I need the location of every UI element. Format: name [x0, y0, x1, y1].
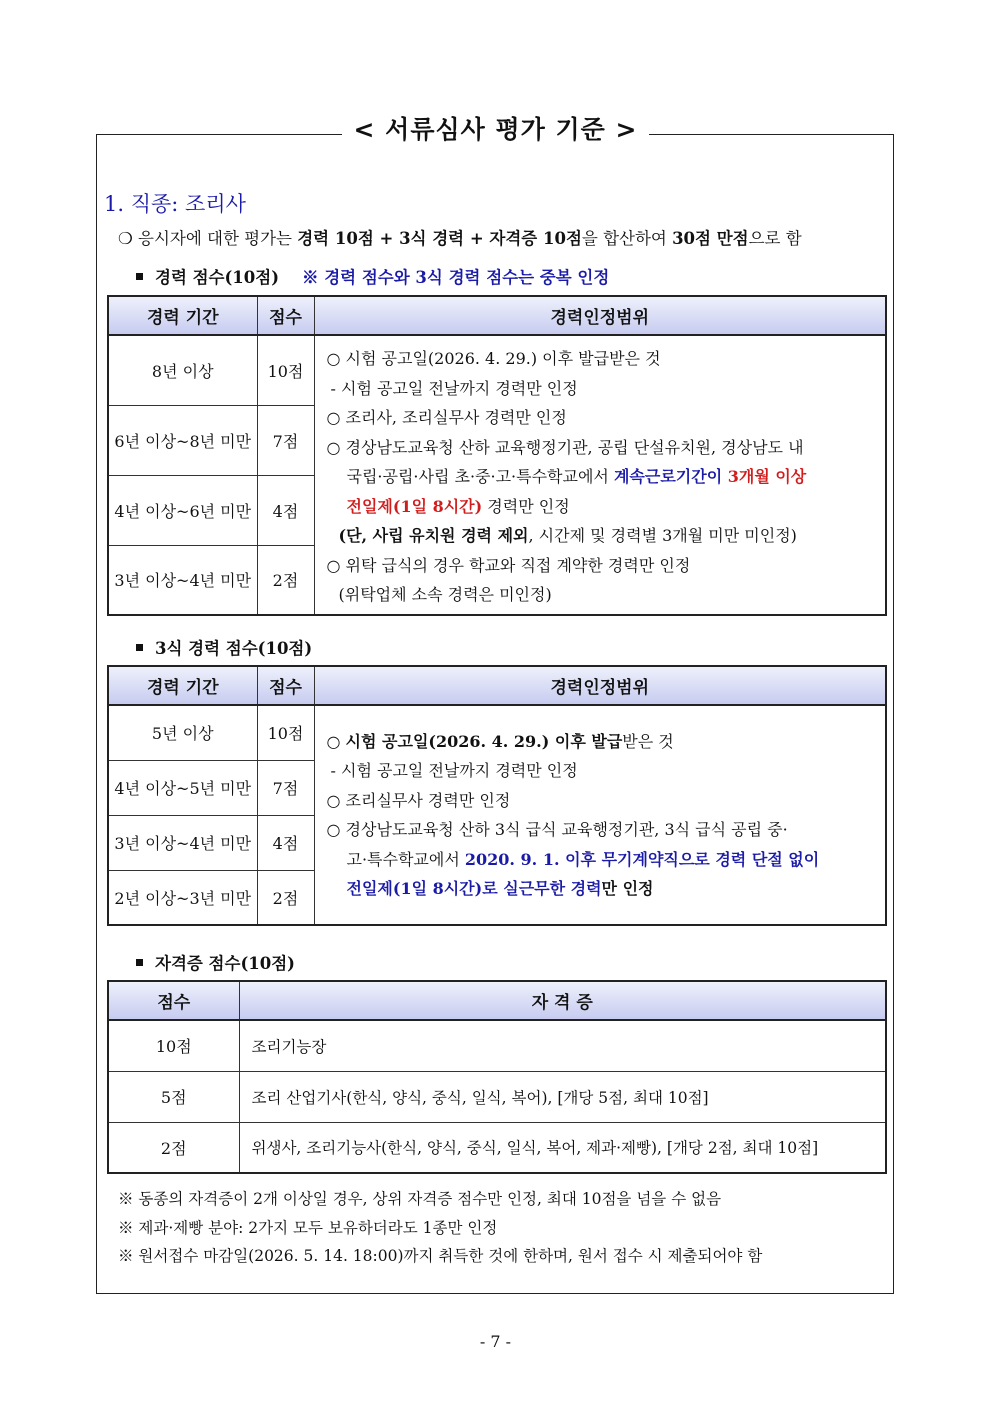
- square-bullet-icon: [136, 959, 143, 966]
- col-header-range: 경력인정범위: [314, 666, 886, 705]
- square-bullet-icon: [136, 644, 143, 651]
- intro-line: ❍ 응시자에 대한 평가는 경력 10점 + 3식 경력 + 자격증 10점을 합산하여 30점 만점으로 함: [118, 229, 802, 248]
- square-bullet-icon: [136, 273, 143, 280]
- career-note: ※ 경력 점수와 3식 경력 점수는 중복 인정: [302, 268, 610, 287]
- cert-table: [107, 980, 887, 1174]
- table-row: 5점 조리 산업기사(한식, 양식, 중식, 일식, 복어), [개당 5점, 최대 10점]: [108, 1071, 886, 1122]
- col-header-period: 경력 기간: [108, 296, 257, 335]
- table-row: 3년 이상~4년 미만 4점: [108, 815, 886, 870]
- meals-heading: 3식 경력 점수(10점): [136, 635, 312, 659]
- meals-table: [107, 665, 887, 926]
- career-table: [107, 295, 887, 616]
- footnotes: [118, 1185, 762, 1271]
- table-row: 4년 이상~6년 미만 4점: [108, 475, 886, 545]
- table-row: 3년 이상~4년 미만 2점: [108, 545, 886, 615]
- section-heading: 1. 직종: 조리사: [104, 192, 246, 216]
- table-row: 10점 조리기능장: [108, 1020, 886, 1071]
- career-range-cell: ○ 시험 공고일(2026. 4. 29.) 이후 발급받은 것 - 시험 공고일 전날까지 경력만 인정 ○ 조리사, 조리실무사 경력만 인정 ○ 경상남도교육청 산하 교육행정기관, 공립 단설유치원, 경상남도 내 국립·공립·사립 초·중·고·특수학교에서 계속근로기간이 3개월 이상 전일제(1일 8시간) 경력만 인정 (단, 사립 유치원 경력 제외, 시간제 및 경력별 3개월 미만 미인정) ○ 위탁 급식의 경우 학교와 직접 계약한 경력만 인정 (위탁업체 소속 경력은 미인정): [314, 335, 886, 615]
- page-title: < 서류심사 평가 기준 >: [0, 110, 991, 146]
- table-row: 2점 위생사, 조리기능사(한식, 양식, 중식, 일식, 복어, 제과·제빵), [개당 2점, 최대 10점]: [108, 1122, 886, 1173]
- table-row: 5년 이상 10점 ○ 시험 공고일(2026. 4. 29.) 이후 발급받은 것 - 시험 공고일 전날까지 경력만 인정 ○ 조리실무사 경력만 인정 ○ 경상남도교육청 산하 3식 급식 교육행정기관, 3식 급식 공립 중· 고·특수학교에서 2020. 9. 1. 이후 무기계약직으로 경력 단절 없이 전일제(1일 8시간)로 실근무한 경력만 인정: [108, 705, 886, 760]
- circle-bullet-icon: ❍: [118, 229, 133, 248]
- table-row: 4년 이상~5년 미만 7점: [108, 760, 886, 815]
- page-number: - 7 -: [479, 1332, 512, 1351]
- footnote: ※ 동종의 자격증이 2개 이상일 경우, 상위 자격증 점수만 인정, 최대 10점을 넘을 수 없음: [118, 1190, 722, 1208]
- table-row: 2년 이상~3년 미만 2점: [108, 870, 886, 925]
- footnote: ※ 제과·제빵 분야: 2가지 모두 보유하더라도 1종만 인정: [118, 1218, 498, 1237]
- cert-heading: 자격증 점수(10점): [136, 950, 295, 974]
- col-header-cert: 자 격 증: [239, 981, 886, 1020]
- col-header-score: 점수: [257, 296, 314, 335]
- col-header-period: 경력 기간: [108, 666, 257, 705]
- career-heading: 경력 점수(10점) ※ 경력 점수와 3식 경력 점수는 중복 인정: [136, 264, 609, 288]
- meals-range-cell: ○ 시험 공고일(2026. 4. 29.) 이후 발급받은 것 - 시험 공고일 전날까지 경력만 인정 ○ 조리실무사 경력만 인정 ○ 경상남도교육청 산하 3식 급식 교육행정기관, 3식 급식 공립 중· 고·특수학교에서 2020. 9. 1. 이후 무기계약직으로 경력 단절 없이 전일제(1일 8시간)로 실근무한 경력만 인정: [314, 705, 886, 925]
- table-row: 6년 이상~8년 미만 7점: [108, 405, 886, 475]
- col-header-score: 점수: [257, 666, 314, 705]
- col-header-range: 경력인정범위: [314, 296, 886, 335]
- footnote: ※ 원서접수 마감일(2026. 5. 14. 18:00)까지 취득한 것에 한하며, 원서 접수 시 제출되어야 함: [118, 1247, 763, 1265]
- col-header-score: 점수: [108, 981, 239, 1020]
- table-row: 8년 이상 10점 ○ 시험 공고일(2026. 4. 29.) 이후 발급받은 것 - 시험 공고일 전날까지 경력만 인정 ○ 조리사, 조리실무사 경력만 인정 ○ 경상남도교육청 산하 교육행정기관, 공립 단설유치원, 경상남도 내 국립·공립·사립 초·중·고·특수학교에서 계속근로기간이 3개월 이상 전일제(1일 8시간) 경력만 인정 (단, 사립 유치원 경력 제외, 시간제 및 경력별 3개월 미만 미인정) ○ 위탁 급식의 경우 학교와 직접 계약한 경력만 인정 (위탁업체 소속 경력은 미인정): [108, 335, 886, 405]
